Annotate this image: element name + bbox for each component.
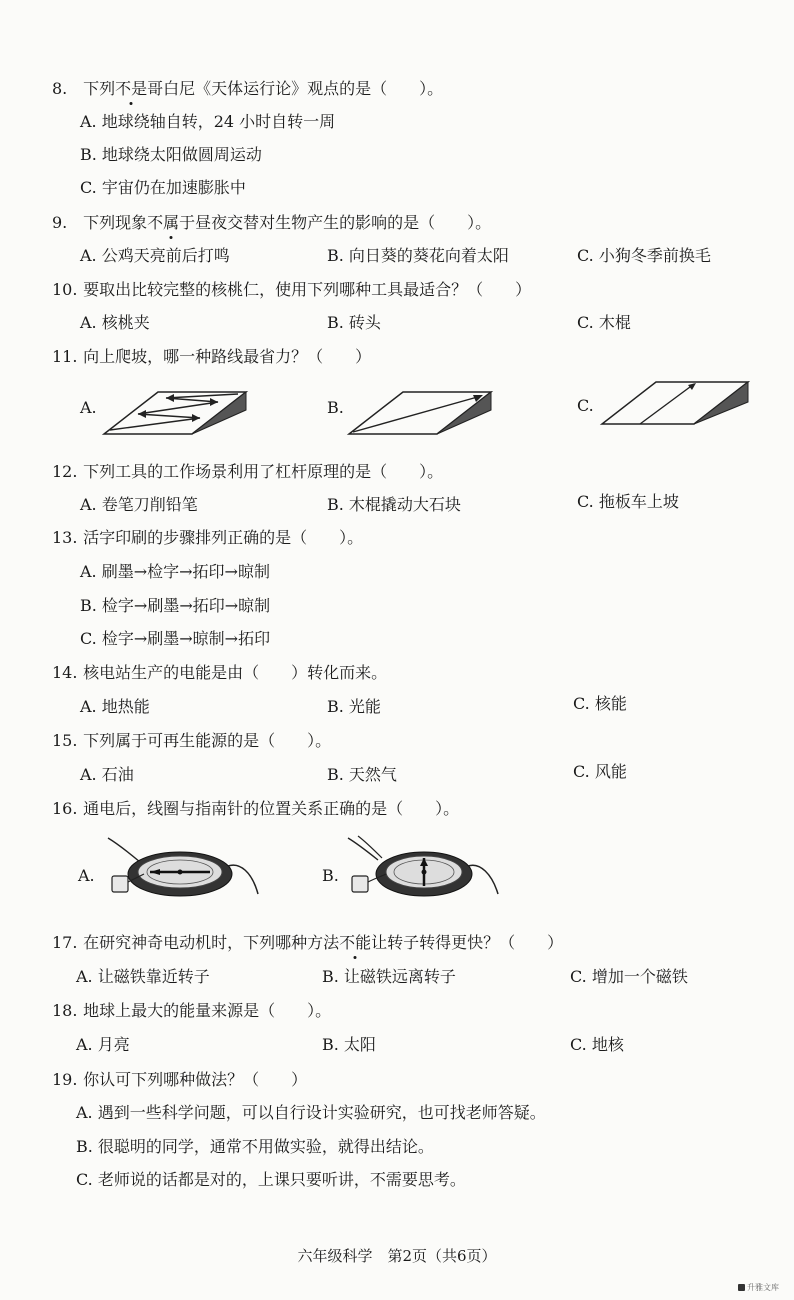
- option-19a: A. 遇到一些科学问题，可以自行设计实验研究，也可找老师答疑。: [76, 1103, 546, 1122]
- question-13: [52, 528, 363, 548]
- option-15b: B. 天然气: [327, 765, 397, 784]
- question-19: [52, 1070, 307, 1090]
- question-number: 18.: [52, 1001, 78, 1020]
- watermark-text: 升雅文库: [747, 1283, 779, 1292]
- compass-b-diagram: [342, 832, 507, 904]
- question-text: 下列属于可再生能源的是（ ）。: [83, 731, 332, 750]
- option-15c: C. 风能: [573, 762, 627, 781]
- option-9a: A. 公鸡天亮前后打鸣: [80, 246, 230, 265]
- question-text: 核电站生产的电能是由（ ）转化而来。: [83, 663, 388, 682]
- option-18b: B. 太阳: [322, 1035, 376, 1054]
- slope-zigzag-diagram: [100, 382, 250, 438]
- option-15a: A. 石油: [80, 765, 134, 784]
- question-number: 10.: [52, 280, 78, 299]
- option-13a: A. 刷墨→检字→拓印→晾制: [80, 562, 270, 581]
- question-number: 17.: [52, 933, 78, 952]
- question-text: 通电后，线圈与指南针的位置关系正确的是（ ）。: [83, 799, 460, 818]
- question-text-pre: 下列: [83, 79, 116, 98]
- option-10b: B. 砖头: [327, 313, 381, 332]
- question-text: 你认可下列哪种做法？（ ）: [83, 1070, 308, 1089]
- question-number: 12.: [52, 462, 78, 481]
- emphasis-text: 不能: [339, 933, 372, 952]
- option-11b-label: B.: [327, 398, 344, 417]
- emphasis-text: 不属于: [147, 213, 196, 232]
- option-16b-label: B.: [322, 866, 339, 885]
- option-12a: A. 卷笔刀削铅笔: [80, 495, 198, 514]
- page-footer: 六年级科学 第2页（共6页）: [297, 1247, 497, 1265]
- option-10a: A. 核桃夹: [80, 313, 150, 332]
- question-14: [52, 663, 387, 683]
- question-8: [52, 79, 443, 99]
- question-text-post: 让转子转得更快？（ ）: [371, 933, 564, 952]
- question-9: [52, 213, 491, 233]
- option-17c: C. 增加一个磁铁: [570, 967, 688, 986]
- option-11c-label: C.: [577, 396, 594, 415]
- option-10c: C. 木棍: [577, 313, 631, 332]
- logo-icon: [738, 1284, 745, 1291]
- question-text: 要取出比较完整的核桃仁，使用下列哪种工具最适合？（ ）: [83, 280, 532, 299]
- question-number: 14.: [52, 663, 78, 682]
- question-text: 地球上最大的能量来源是（ ）。: [83, 1001, 332, 1020]
- option-14b: B. 光能: [327, 697, 381, 716]
- option-16a-label: A.: [78, 866, 95, 885]
- option-18c: C. 地核: [570, 1035, 624, 1054]
- slope-direct-diagram: [598, 378, 750, 428]
- option-13c: C. 检字→刷墨→晾制→拓印: [80, 629, 271, 648]
- question-15: [52, 731, 331, 751]
- question-text: 下列工具的工作场景利用了杠杆原理的是（ ）。: [83, 462, 444, 481]
- question-18: [52, 1001, 331, 1021]
- option-17a: A. 让磁铁靠近转子: [76, 967, 210, 986]
- question-12: [52, 462, 443, 482]
- option-8c: C. 宇宙仍在加速膨胀中: [80, 178, 246, 197]
- question-text: 活字印刷的步骤排列正确的是（ ）。: [83, 528, 364, 547]
- question-11: [52, 347, 371, 367]
- option-18a: A. 月亮: [76, 1035, 130, 1054]
- question-number: 13.: [52, 528, 78, 547]
- question-number: 19.: [52, 1070, 78, 1089]
- option-8b: B. 地球绕太阳做圆周运动: [80, 145, 262, 164]
- question-text-pre: 在研究神奇电动机时，下列哪种方法: [83, 933, 340, 952]
- option-9c: C. 小狗冬季前换毛: [577, 246, 711, 265]
- emphasis-text: 不是: [115, 79, 148, 98]
- question-text: 向上爬坡，哪一种路线最省力？（ ）: [83, 347, 372, 366]
- option-17b: B. 让磁铁远离转子: [322, 967, 456, 986]
- question-number: 9.: [52, 213, 68, 232]
- option-14c: C. 核能: [573, 694, 627, 713]
- question-text-post: 哥白尼《天体运行论》观点的是（ ）。: [147, 79, 444, 98]
- option-14a: A. 地热能: [80, 697, 150, 716]
- question-number: 16.: [52, 799, 78, 818]
- option-8a: A. 地球绕轴自转，24 小时自转一周: [80, 112, 336, 131]
- watermark-logo: [738, 1282, 779, 1293]
- question-text-pre: 下列现象: [83, 213, 148, 232]
- option-11a-label: A.: [80, 398, 97, 417]
- question-number: 8.: [52, 79, 68, 98]
- question-16: [52, 799, 459, 819]
- question-17: [52, 933, 563, 953]
- question-number: 11.: [52, 347, 78, 366]
- slope-straight-diagram: [345, 382, 495, 438]
- option-19c: C. 老师说的话都是对的，上课只要听讲，不需要思考。: [76, 1170, 466, 1189]
- question-10: [52, 280, 531, 300]
- option-13b: B. 检字→刷墨→拓印→晾制: [80, 596, 271, 615]
- option-9b: B. 向日葵的葵花向着太阳: [327, 246, 509, 265]
- option-12b: B. 木棍撬动大石块: [327, 495, 461, 514]
- option-19b: B. 很聪明的同学，通常不用做实验，就得出结论。: [76, 1137, 434, 1156]
- question-number: 15.: [52, 731, 78, 750]
- question-text-post: 昼夜交替对生物产生的影响的是（ ）。: [195, 213, 492, 232]
- option-12c: C. 拖板车上坡: [577, 492, 679, 511]
- compass-a-diagram: [98, 832, 263, 904]
